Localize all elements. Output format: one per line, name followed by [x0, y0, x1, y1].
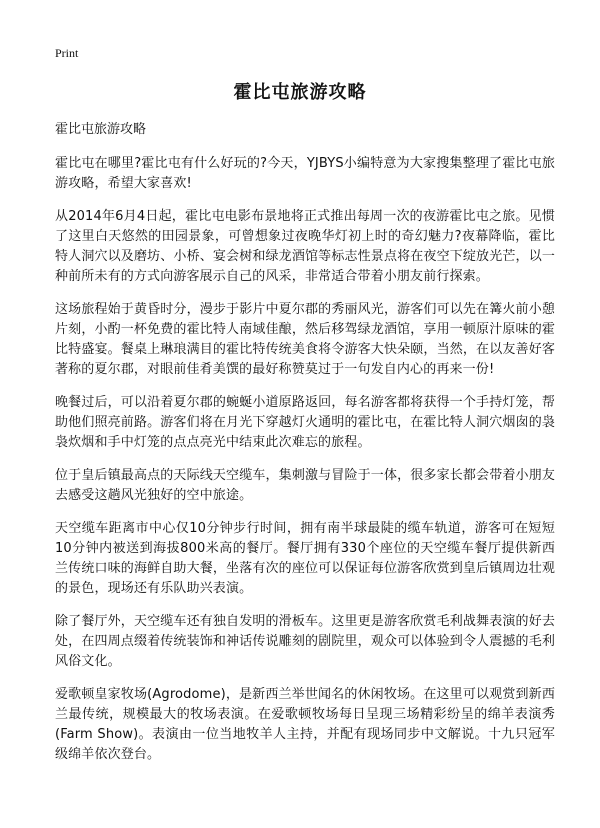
paragraph-lantern-walk: 晚餐过后，可以沿着夏尔郡的蜿蜒小道原路返回，每名游客都将获得一个手持灯笼，帮助他们照亮前路。游客们将在月光下穿越灯火通明的霍比屯，在霍比特人洞穴烟囱的袅袅炊烟和手中灯笼的点点亮光中结束此次难忘的旅程。 [55, 395, 555, 450]
article-body [55, 120, 555, 778]
print-link[interactable]: Print [55, 46, 79, 60]
paragraph-gondola-restaurant: 天空缆车距离市中心仅10分钟步行时间，拥有南半球最陡的缆车轨道，游客可在短短10分钟内被送到海拔800米高的餐厅。餐厅拥有330个座位的天空缆车餐厅提供新西兰传统口味的海鲜自助大餐，坐落有次的座位可以保证每位游客欣赏到皇后镇周边壮观的景色，现场还有乐队助兴表演。 [55, 521, 555, 596]
paragraph-skyline-gondola: 位于皇后镇最高点的天际线天空缆车，集刺激与冒险于一体，很多家长都会带着小朋友去感受这趟风光独好的空中旅途。 [55, 468, 555, 503]
paragraph-agrodome: 爱歌顿皇家牧场(Agrodome)，是新西兰举世闻名的休闲牧场。在这里可以观赏到新西兰最传统，规模最大的牧场表演。在爱歌顿牧场每日呈现三场精彩纷呈的绵羊表演秀(Farm Show)。表演由一位当地牧羊人主持，并配有现场同步中文解说。十九只冠军级绵羊依次登台。 [55, 687, 555, 762]
paragraph-night-tour: 从2014年6月4日起，霍比屯电影布景地将正式推出每周一次的夜游霍比屯之旅。见惯了这里白天悠然的田园景象，可曾想象过夜晚华灯初上时的奇幻魅力?夜幕降临，霍比特人洞穴以及磨坊、小桥、宴会树和绿龙酒馆等标志性景点将在夜空下绽放光芒，以一种前所未有的方式向游客展示自己的风采，非常适合带着小朋友前行探索。 [55, 209, 555, 284]
paragraph-dusk-feast: 这场旅程始于黄昏时分，漫步于影片中夏尔郡的秀丽风光，游客们可以先在篝火前小憩片刻，小酌一杯免费的霍比特人南域佳酿，然后移驾绿龙酒馆，享用一顿原汁原味的霍比特盛宴。餐桌上琳琅满目的霍比特传统美食将令游客大快朵颐，当然，在以友善好客著称的夏尔郡，对眼前佳肴美馔的最好称赞莫过于一句发自内心的再来一份! [55, 302, 555, 377]
article-subtitle: 霍比屯旅游攻略 [55, 122, 147, 137]
page-title: 霍比屯旅游攻略 [233, 82, 367, 103]
paragraph-luge-haka: 除了餐厅外，天空缆车还有独自发明的滑板车。这里更是游客欣赏毛利战舞表演的好去处，在四周点缀着传统装饰和神话传说雕刻的剧院里，观众可以体验到令人震撼的毛利风俗文化。 [55, 614, 555, 669]
paragraph-intro: 霍比屯在哪里?霍比屯有什么好玩的?今天，YJBYS小编特意为大家搜集整理了霍比屯旅游攻略，希望大家喜欢! [55, 156, 555, 191]
